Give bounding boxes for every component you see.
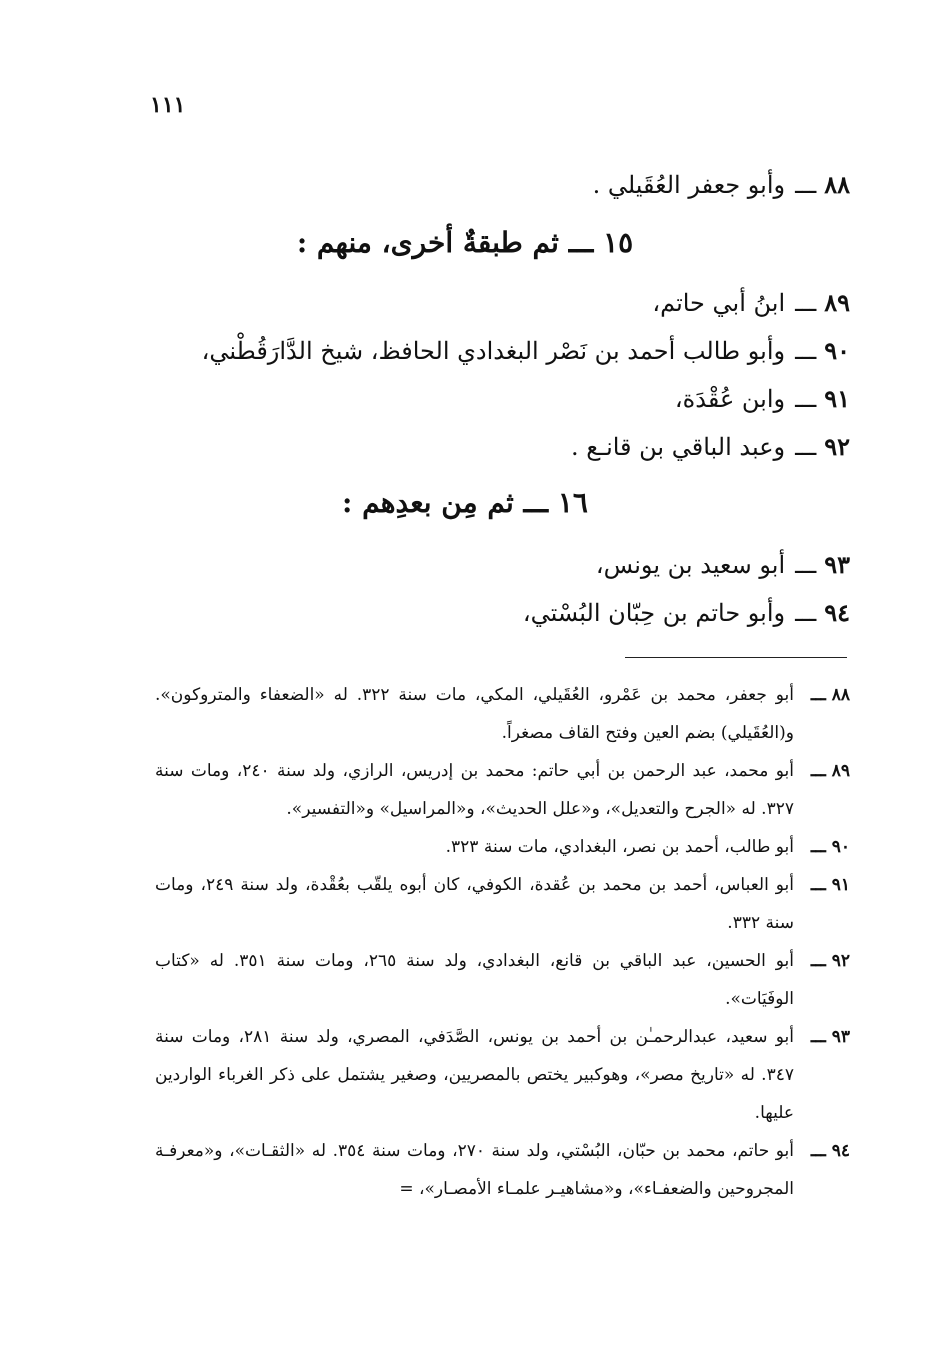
- footnote-text: أبو محمد، عبد الرحمن بن أبي حاتم: محمد بن إدريس، الرازي، ولد سنة ٢٤٠، ومات سنة ٣٢٧. له «الجرح والتعديل»، و«علل الحديث»، و«المراسيل» و«التفسير».: [155, 761, 794, 819]
- section-heading-16: ١٦ ـــ ثم مِن بعدِهم :: [342, 486, 588, 519]
- footnote-number: ٩٤ ـــ: [810, 1141, 850, 1161]
- footnotes: [155, 676, 850, 1208]
- entry-92: [130, 432, 850, 461]
- entry-89: [130, 288, 850, 317]
- entry-dash: ـــ: [795, 289, 817, 317]
- entry-number: ٩٤: [824, 598, 850, 627]
- footnote-text: أبو طالب، أحمد بن نصر، البغدادي، مات سنة ٣٢٣.: [445, 837, 794, 857]
- entry-90: [130, 336, 850, 365]
- entry-dash: ـــ: [795, 599, 817, 627]
- footnote-separator: [625, 657, 847, 658]
- footnote-text: أبو سعيد، عبدالرحمـٰن بن أحمد بن يونس، الصَّدَفي، المصري، ولد سنة ٢٨١، ومات سنة ٣٤٧. له «تاريخ مصر»، وهوكبير يختص بالمصريين، وصغير يشتمل على ذكر الغرباء الواردين عليها.: [155, 1027, 794, 1123]
- entry-dash: ـــ: [795, 171, 817, 199]
- footnote-88: [155, 676, 850, 752]
- entry-text: وابن عُقْدَة،: [674, 385, 786, 413]
- footnote-number: ٩٢ ـــ: [810, 951, 850, 971]
- entry-text: وأبو طالب أحمد بن نَصْر البغدادي الحافظ، شيخ الدَّارَقُطْني،: [201, 337, 786, 365]
- entry-number: ٩١: [824, 384, 850, 413]
- entry-dash: ـــ: [795, 433, 817, 461]
- entry-94: [130, 598, 850, 627]
- entry-text: وأبو حاتم بن حِبّان البُسْتي،: [522, 599, 786, 627]
- entry-number: ٨٨: [824, 170, 850, 199]
- entry-number: ٩٠: [824, 336, 850, 365]
- footnote-number: ٩١ ـــ: [810, 875, 850, 895]
- footnote-text: أبو العباس، أحمد بن محمد بن عُقدة، الكوفي، كان أبوه يلقّب بعُقْدة، ولد سنة ٢٤٩، ومات سنة ٣٣٢.: [155, 875, 794, 933]
- entry-91: [130, 384, 850, 413]
- footnote-number: ٨٩ ـــ: [810, 761, 850, 781]
- footnote-94: [155, 1132, 850, 1208]
- footnote-92: [155, 942, 850, 1018]
- footnote-number: ٩٠ ـــ: [810, 837, 850, 857]
- footnote-number: ٩٣ ـــ: [810, 1027, 850, 1047]
- entry-text: ابنُ أبي حاتم،: [652, 289, 786, 317]
- entry-number: ٩٣: [824, 550, 850, 579]
- entry-dash: ـــ: [795, 551, 817, 579]
- page-number: ١١١: [150, 92, 186, 118]
- footnote-90: [155, 828, 850, 866]
- footnote-91: [155, 866, 850, 942]
- footnote-text: أبو جعفر، محمد بن عَمْرو، العُقَيلي، المكي، مات سنة ٣٢٢. له «الضعفاء والمتروكون». و(العُقَيلي) بضم العين وفتح القاف مصغراً.: [155, 685, 794, 743]
- footnote-89: [155, 752, 850, 828]
- footnote-text: أبو حاتم، محمد بن حبّان، البُسْتي، ولد سنة ٢٧٠، ومات سنة ٣٥٤. له «الثقـات»، و«معرفـة المجروحين والضعفـاء»، و«مشاهيـر علمـاء الأمصـار»، =: [155, 1141, 795, 1199]
- entry-text: وأبو جعفر العُقَيلي .: [592, 171, 786, 199]
- entry-93: [130, 550, 850, 579]
- entry-number: ٨٩: [824, 288, 850, 317]
- entry-88: [130, 170, 850, 199]
- entry-dash: ـــ: [795, 385, 817, 413]
- footnote-number: ٨٨ ـــ: [810, 685, 850, 705]
- entry-text: وعبد الباقي بن قانـع .: [571, 433, 786, 461]
- footnote-93: [155, 1018, 850, 1132]
- footnote-text: أبو الحسين، عبد الباقي بن قانع، البغدادي، ولد سنة ٢٦٥، ومات سنة ٣٥١. له «كتاب الوفَيَات».: [155, 951, 794, 1009]
- entry-dash: ـــ: [795, 337, 817, 365]
- entry-number: ٩٢: [824, 432, 850, 461]
- section-heading-15: ١٥ ـــ ثم طبقةٌ أخرى، منهم :: [296, 226, 634, 259]
- entry-text: أبو سعيد بن يونس،: [595, 551, 786, 579]
